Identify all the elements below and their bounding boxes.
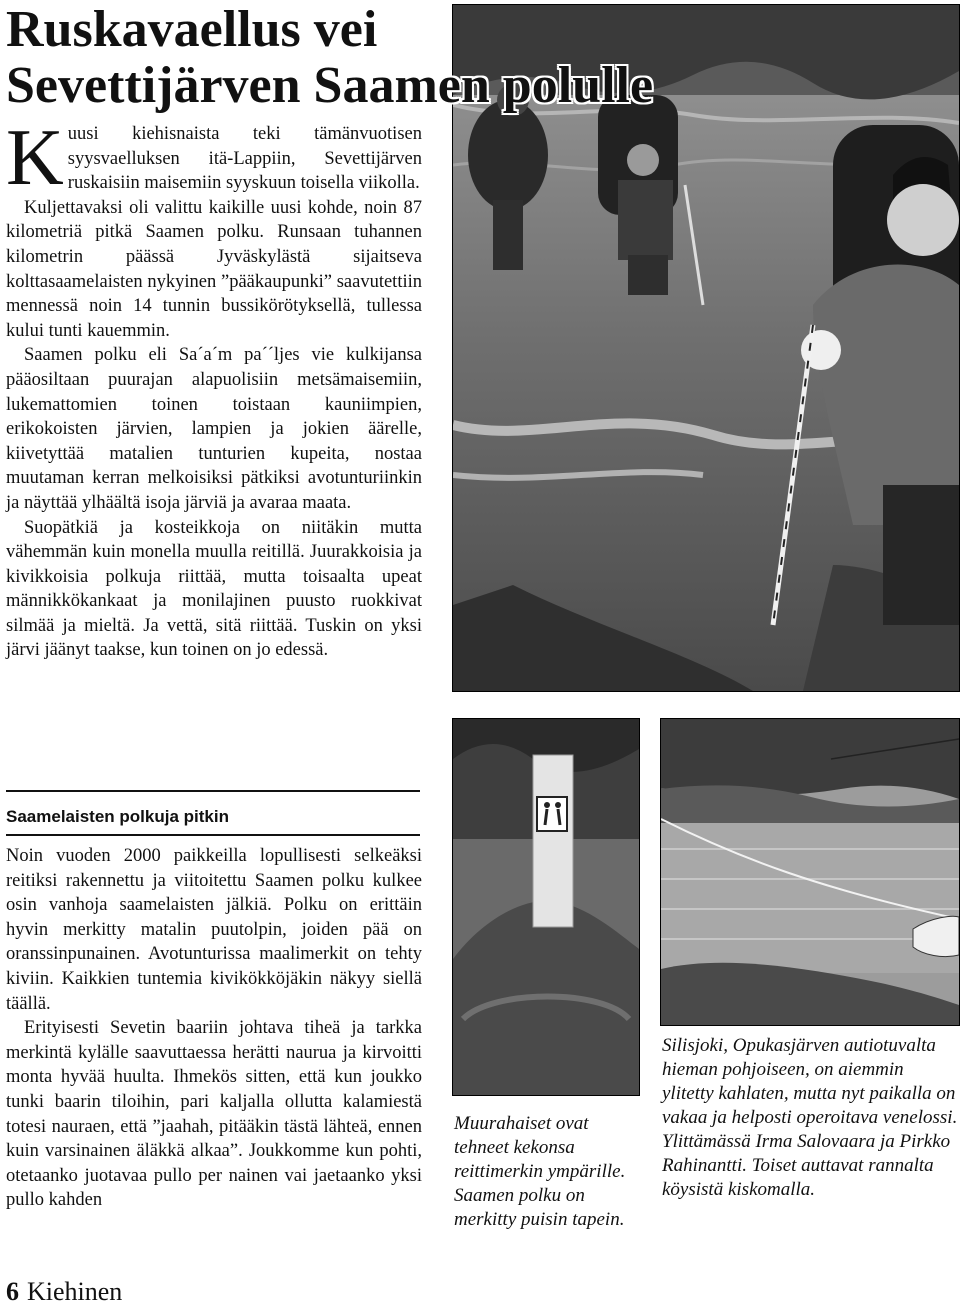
page-footer: [6, 1278, 122, 1306]
section-divider-top: [6, 790, 420, 792]
caption-cable-ferry: Silisjoki, Opukasjärven autiotuvalta hieman pohjoiseen, on aiemmin ylitetty kahlaten, mutta nyt paikalla on vakaa ja helposti operoitava venelossi. Ylittämässä Irma Salovaara ja Pirkko Rahinantti. Toiset auttavat rannalta köysistä kiskomalla.: [662, 1035, 958, 1200]
headline: [6, 2, 766, 114]
section-heading: Saamelaisten polkuja pitkin: [6, 807, 229, 826]
caption-trail-marker: Muurahaiset ovat tehneet kekonsa reittimerkin ympärille. Saamen polku on merkitty puisin tapein.: [454, 1113, 626, 1230]
intro-paragraph-1-text: uusi kiehisnaista teki tämänvuotisen syysvaelluksen itä-Lappiin, Sevettijärven ruskaisiin maisemiin syyskuun toisella viikolla.: [67, 124, 422, 194]
trail-marker-illustration: [453, 719, 639, 1095]
intro-paragraph-3: Saamen polku eli Sa´a´m pa´´ljes vie kulkijansa pääosiltaan puurajan alapuolisiin metsämaisemiin, lukemattomien toinen toistaan kauniimpien, erikokoisten järvien, lampien ja jokien äärelle, kiivetyttää matalien tunturien kupeita, nostaa muutaman kerran melkoisiksi pätkiksi avotunturiinkin ja näyttää ylhäältä isoja järviä ja avaraa maata.: [6, 345, 422, 513]
photo-cable-ferry: [660, 718, 960, 1026]
section-divider-bottom: [6, 834, 420, 836]
cable-ferry-illustration: [661, 719, 959, 1025]
intro-paragraph-1: [6, 114, 422, 202]
section-text: [6, 844, 422, 1213]
page-number: 6: [6, 1277, 19, 1306]
headline-line-2: Sevettijärven Saamen polulle: [6, 57, 654, 114]
publication-name: Kiehinen: [27, 1277, 123, 1306]
intro-paragraph-4: Suopätkiä ja kosteikkoja on niitäkin mutta vähemmän kuin monella muulla reitillä. Juurakkoisia ja kivikkoisia polkuja riittää, mutta toisaalta upeat männikkökankaat ja monilajinen puusto ruokkivat silmää ja mieltä. Ja vettä, sitä riittää. Tuskin on yksi järvi jäänyt taakse, kun toinen on jo edessä.: [6, 517, 422, 661]
photo-trail-marker: [452, 718, 640, 1096]
section-paragraph-2: Erityisesti Sevetin baariin johtava tiheä ja tarkka merkintä kylälle saavuttaessa herätti naurua ja kirvoitti monta hyvää huulta. Ihmekös sitten, että kun joukko tunki baarin tiloihin, pari kaljalla ollutta kalamiestä totesi nauraen, että ”jaahah, pitääkin tästä lähteä, ennen kuin varsinainen äläkkä alkaa”. Joukkomme kun pohti, otetaanko juotavaa pullo per nainen vai jaetaanko yksi pullo kahden: [6, 1018, 422, 1211]
intro-paragraph-2: Kuljettavaksi oli valittu kaikille uusi kohde, noin 87 kilometriä pitkä Saamen polku. Runsaan tuhannen kilometrin päässä Jyväskylästä sijaitseva kolttasaamelaisten nykyinen ”pääkaupunki” saavutettiin mennessä noin 14 tunnin bussikörötyksellä, tullessa kului tunti kauemmin.: [6, 197, 422, 341]
drop-cap: K: [6, 114, 64, 202]
headline-line-1: Ruskavaellus vei: [6, 1, 378, 58]
intro-text: [6, 114, 422, 663]
section-paragraph-1: Noin vuoden 2000 paikkeilla lopullisesti selkeäksi reitiksi rakennettu ja viitoitettu Saamen polku kulkee osin vanhoja saamelaisten jälkiä. Polku on erittäin hyvin merkitty matalin puutolpin, joiden pää on oranssinpunainen. Avotunturissa maalimerkit on tehty kiviin. Kaikkien tuntemia kivikökköjäkin näkyy siellä täällä.: [6, 846, 422, 1014]
